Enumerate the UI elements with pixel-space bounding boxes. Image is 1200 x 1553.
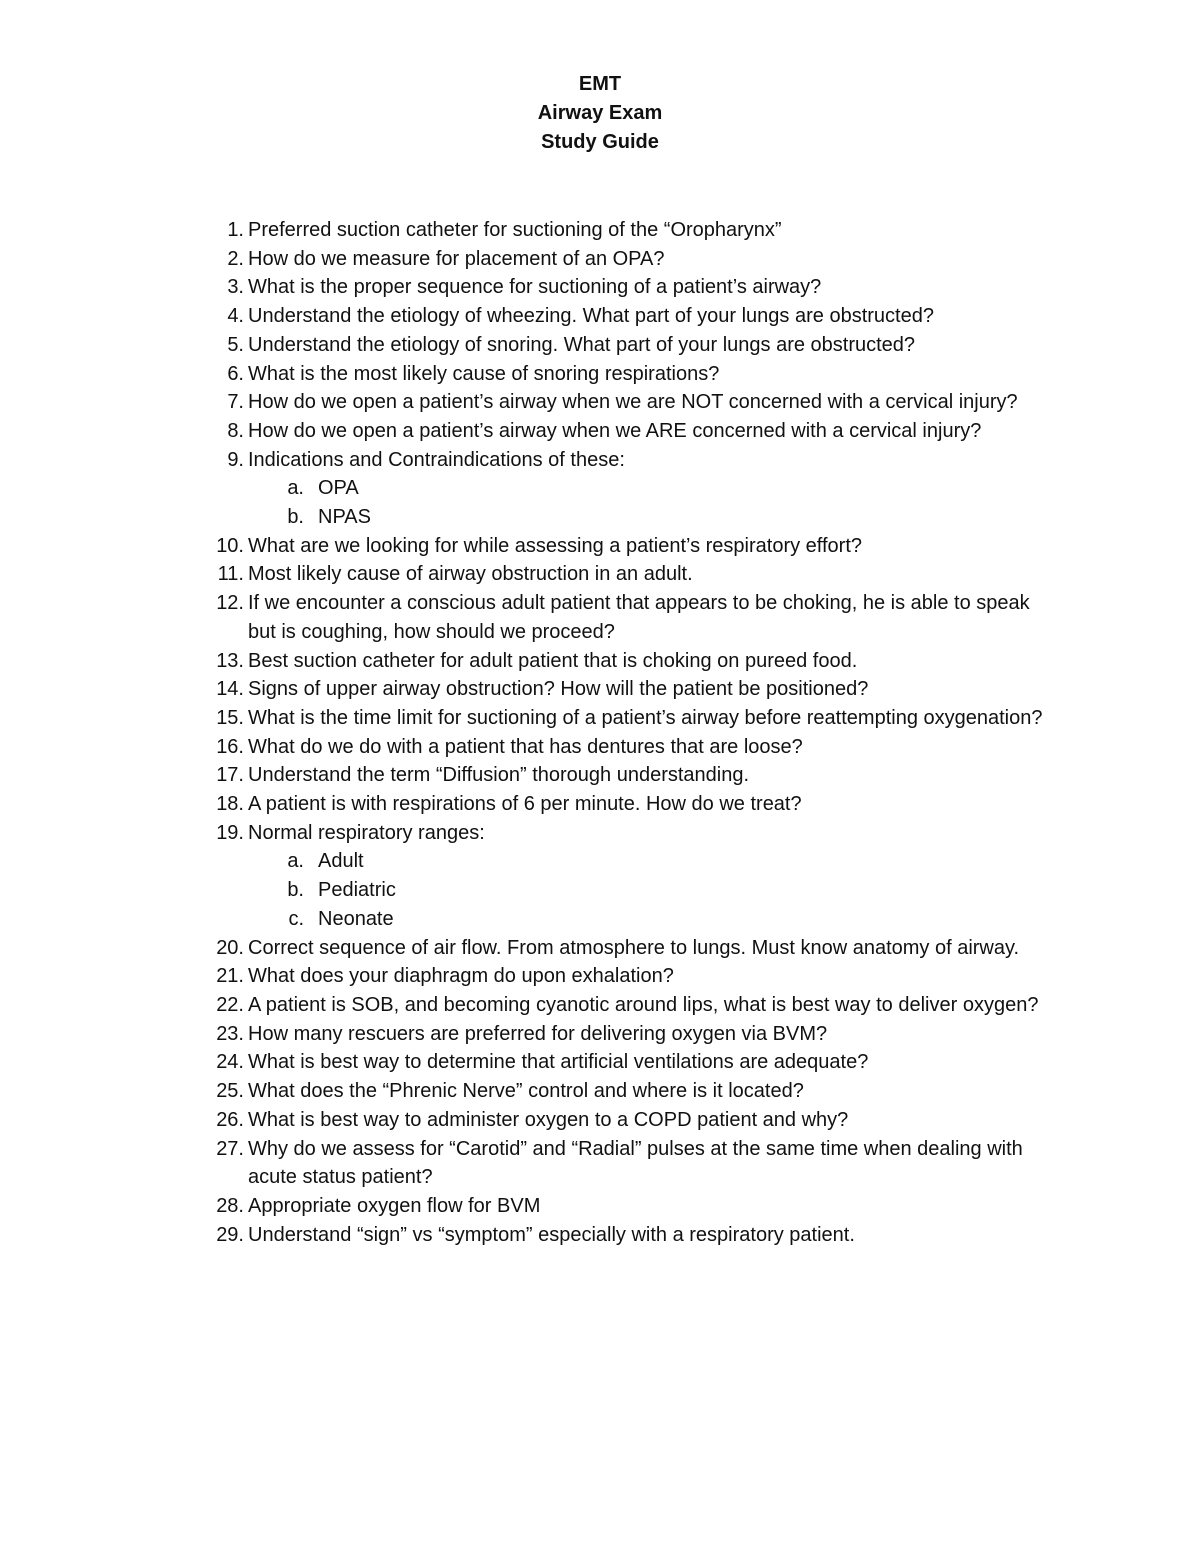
- question-text: Understand “sign” vs “symptom” especially with a respiratory patient.: [248, 1223, 855, 1246]
- question-item: [0, 790, 1200, 819]
- question-item: [0, 360, 1200, 389]
- question-number: 4.: [227, 305, 244, 328]
- question-item: [0, 446, 1200, 532]
- question-text: What is the time limit for suctioning of a patient’s airway before reattempting oxygenation?: [248, 706, 1043, 729]
- sub-item-text: OPA: [318, 477, 359, 500]
- question-item: [0, 388, 1200, 417]
- question-number: 17.: [216, 764, 244, 787]
- question-text: How many rescuers are preferred for delivering oxygen via BVM?: [248, 1022, 828, 1045]
- question-number: 9.: [227, 448, 244, 471]
- question-text: What are we looking for while assessing a patient’s respiratory effort?: [248, 534, 863, 557]
- sub-item-letter: a.: [287, 850, 304, 873]
- sub-item-letter: c.: [288, 907, 304, 930]
- question-number: 29.: [216, 1223, 244, 1246]
- question-item: [0, 1048, 1200, 1077]
- question-item: [0, 1077, 1200, 1106]
- document-header: [0, 70, 1200, 157]
- question-number: 1.: [227, 219, 244, 241]
- question-number: 24.: [216, 1051, 244, 1074]
- question-number: 27.: [216, 1137, 244, 1160]
- question-item: [0, 331, 1200, 360]
- sub-item: [0, 474, 1200, 503]
- header-line-1: EMT: [578, 73, 622, 95]
- question-item: [0, 962, 1200, 991]
- question-text: What do we do with a patient that has dentures that are loose?: [248, 735, 803, 758]
- question-number: 16.: [216, 735, 244, 758]
- question-number: 28.: [216, 1194, 244, 1217]
- question-text: Most likely cause of airway obstruction in an adult.: [248, 563, 693, 586]
- question-text: What does the “Phrenic Nerve” control and where is it located?: [248, 1080, 804, 1103]
- question-item: [0, 991, 1200, 1020]
- sub-item: [0, 847, 1200, 876]
- question-number: 7.: [227, 391, 244, 414]
- question-text: Signs of upper airway obstruction? How will the patient be positioned?: [248, 678, 869, 701]
- question-text: Correct sequence of air flow. From atmosphere to lungs. Must know anatomy of airway.: [248, 936, 1020, 959]
- question-text: Preferred suction catheter for suctioning of the “Oropharynx”: [248, 219, 782, 241]
- question-item: [0, 733, 1200, 762]
- question-item: [0, 1192, 1200, 1221]
- sub-list: [0, 474, 1200, 531]
- question-number: 12.: [216, 592, 244, 615]
- question-text: A patient is SOB, and becoming cyanotic around lips, what is best way to deliver oxygen?: [248, 993, 1039, 1016]
- question-number: 19.: [216, 821, 244, 844]
- question-item: [0, 245, 1200, 274]
- question-text: How do we open a patient’s airway when we are NOT concerned with a cervical injury?: [248, 391, 1018, 414]
- question-item: [0, 1106, 1200, 1135]
- sub-item: [0, 876, 1200, 905]
- question-item: [0, 819, 1200, 934]
- question-text: What is the proper sequence for suctioning of a patient’s airway?: [248, 276, 822, 299]
- sub-item-text: Neonate: [318, 907, 394, 930]
- question-number: 26.: [216, 1108, 244, 1131]
- question-item: [0, 273, 1200, 302]
- question-text: Understand the etiology of wheezing. What part of your lungs are obstructed?: [248, 305, 934, 328]
- question-text: A patient is with respirations of 6 per minute. How do we treat?: [248, 793, 802, 816]
- question-list: [0, 216, 1200, 1249]
- sub-item-text: NPAS: [318, 506, 371, 529]
- question-number: 13.: [216, 649, 244, 672]
- question-number: 23.: [216, 1022, 244, 1045]
- question-number: 21.: [216, 965, 244, 988]
- question-number: 15.: [216, 706, 244, 729]
- question-text: Why do we assess for “Carotid” and “Radial” pulses at the same time when dealing with acute status patient?: [248, 1137, 1023, 1189]
- question-item: [0, 1020, 1200, 1049]
- header-line-3: Study Guide: [541, 131, 659, 153]
- question-number: 8.: [227, 419, 244, 442]
- question-number: 20.: [216, 936, 244, 959]
- question-text: Understand the etiology of snoring. What part of your lungs are obstructed?: [248, 333, 916, 356]
- question-text: What does your diaphragm do upon exhalation?: [248, 965, 674, 988]
- question-number: 18.: [216, 793, 244, 816]
- question-item: [0, 532, 1200, 561]
- sub-item-letter: b.: [287, 506, 304, 529]
- question-text: What is the most likely cause of snoring respirations?: [248, 362, 720, 385]
- header-line-2: Airway Exam: [537, 102, 663, 124]
- question-text: What is best way to determine that artificial ventilations are adequate?: [248, 1051, 869, 1074]
- question-text: Best suction catheter for adult patient that is choking on pureed food.: [248, 649, 858, 672]
- question-item: [0, 1221, 1200, 1250]
- question-number: 11.: [217, 563, 244, 586]
- question-number: 25.: [216, 1080, 244, 1103]
- question-number: 5.: [227, 333, 244, 356]
- question-item: [0, 560, 1200, 589]
- sub-item-letter: a.: [287, 477, 304, 500]
- question-item: [0, 417, 1200, 446]
- question-text: How do we measure for placement of an OPA?: [248, 247, 665, 270]
- question-item: [0, 934, 1200, 963]
- sub-item: [0, 905, 1200, 934]
- question-text: Indications and Contraindications of these:: [248, 448, 625, 471]
- sub-item-text: Adult: [318, 850, 364, 873]
- question-item: [0, 704, 1200, 733]
- question-number: 2.: [227, 247, 244, 270]
- question-text: Understand the term “Diffusion” thorough understanding.: [248, 764, 750, 787]
- question-item: [0, 1135, 1200, 1192]
- question-text: Appropriate oxygen flow for BVM: [248, 1194, 541, 1217]
- question-text: Normal respiratory ranges:: [248, 821, 485, 844]
- question-number: 14.: [216, 678, 244, 701]
- sub-list: [0, 847, 1200, 933]
- question-number: 22.: [216, 993, 244, 1016]
- question-number: 3.: [227, 276, 244, 299]
- question-item: [0, 761, 1200, 790]
- question-text: How do we open a patient’s airway when we ARE concerned with a cervical injury?: [248, 419, 982, 442]
- question-item: [0, 216, 1200, 245]
- question-item: [0, 302, 1200, 331]
- question-item: [0, 647, 1200, 676]
- question-text: If we encounter a conscious adult patient that appears to be choking, he is able to speak but is coughing, how should we proceed?: [248, 592, 1030, 643]
- question-text: What is best way to administer oxygen to a COPD patient and why?: [248, 1108, 849, 1131]
- sub-item-letter: b.: [287, 879, 304, 902]
- sub-item-text: Pediatric: [318, 879, 396, 902]
- question-number: 10.: [216, 534, 244, 557]
- sub-item: [0, 503, 1200, 532]
- question-number: 6.: [227, 362, 244, 385]
- question-item: [0, 675, 1200, 704]
- question-item: [0, 589, 1200, 646]
